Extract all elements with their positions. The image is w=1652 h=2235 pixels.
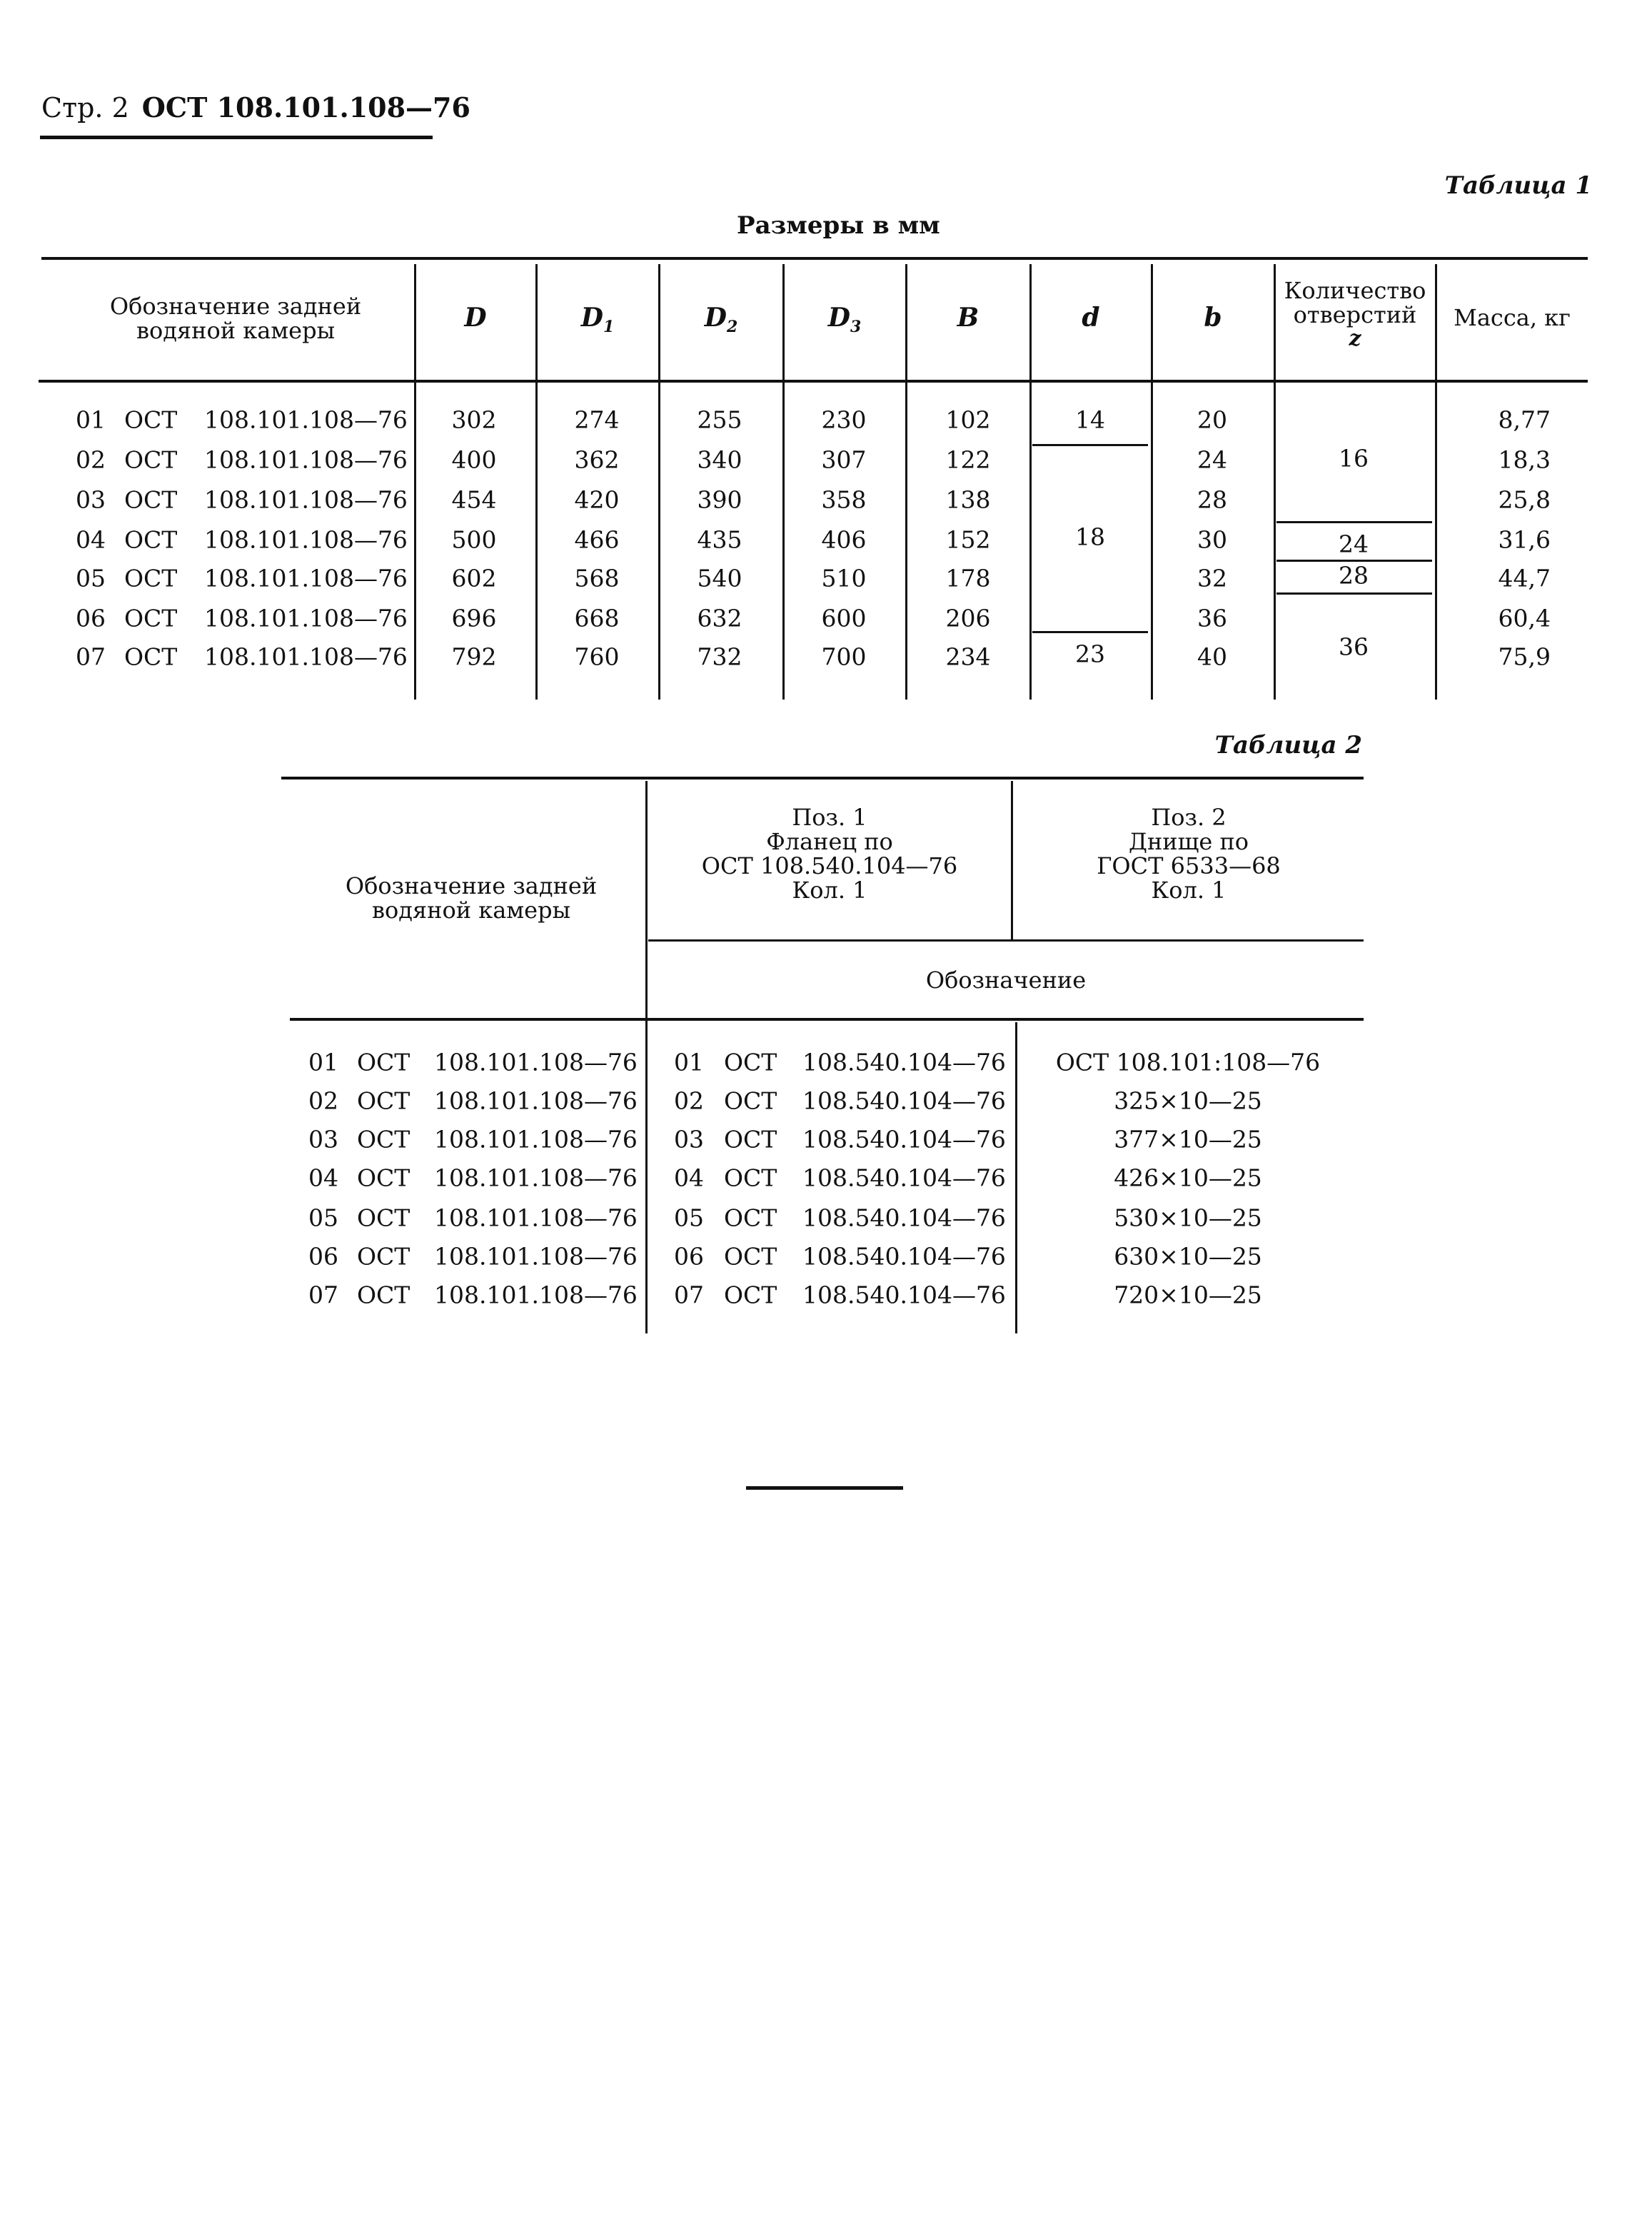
table1-row-num: 05 [76,564,106,592]
table1-cell-D2: 732 [697,642,742,671]
table1-header-mass: Масса, кг [1454,304,1571,331]
table2-top-rule [281,777,1364,780]
table2-col-divider [645,781,648,1333]
table1-cell-D1: 362 [574,445,620,474]
table2-pos1-ost: ОСТ [724,1204,777,1232]
table2-row-code: 108.101.108—76 [434,1281,638,1309]
table2-pos1-num: 05 [674,1204,704,1232]
table1-units: Размеры в мм [737,211,940,240]
table2-row-code: 108.101.108—76 [434,1204,638,1232]
table2-row-code: 108.101.108—76 [434,1086,638,1115]
table2-pos2-value: 720×10—25 [1114,1281,1262,1309]
table2-row-ost: ОСТ [357,1048,411,1076]
table1-caption: Таблица 1 [1444,171,1592,200]
table1-cell-mass: 60,4 [1498,604,1551,632]
table1-row-num: 03 [76,485,106,514]
table2-row-num: 06 [308,1242,338,1271]
table2-pos1-num: 07 [674,1281,704,1309]
table2-pos1-code: 108.540.104—76 [802,1086,1006,1115]
table1-row-code: 108.101.108—76 [204,405,408,434]
table1-row-num: 01 [76,405,106,434]
table2-pos2-value: 377×10—25 [1114,1125,1262,1154]
table1-cell-b: 24 [1197,445,1227,474]
header-rule [40,136,433,139]
table1-row-code: 108.101.108—76 [204,485,408,514]
page-number: Стр. 2 [41,92,129,123]
table2-pos1-code: 108.540.104—76 [802,1164,1006,1192]
table2-row-num: 05 [308,1204,338,1232]
table1-top-rule [41,257,1588,260]
table2-pos1-ost: ОСТ [724,1281,777,1309]
table1-cell-D3: 700 [821,642,867,671]
table1-cell-mass: 44,7 [1498,564,1551,592]
table2-pos1-code: 108.540.104—76 [802,1048,1006,1076]
table1-header-holes: Количество отверстий z [1284,277,1426,351]
table1-cell-D1: 420 [574,485,620,514]
table1-cell-D3: 230 [821,405,867,434]
table1-cell-b: 36 [1197,604,1227,632]
table2-pos2-value: 630×10—25 [1114,1242,1262,1271]
table1-row-num: 02 [76,445,106,474]
table2-row-code: 108.101.108—76 [434,1242,638,1271]
table2-pos2-value: 530×10—25 [1114,1204,1262,1232]
table2-pos1-code: 108.540.104—76 [802,1204,1006,1232]
table1-cell-D1: 274 [574,405,620,434]
table2-row-num: 07 [308,1281,338,1309]
table2-pos1-ost: ОСТ [724,1242,777,1271]
table1-cell-D2: 632 [697,604,742,632]
end-rule [746,1486,903,1490]
table1-row-ost: ОСТ [124,564,178,592]
table1-row-ost: ОСТ [124,485,178,514]
table1-cell-D: 696 [451,604,497,632]
table1-cell-b: 32 [1197,564,1227,592]
table1-z-group: 24 [1339,530,1369,558]
table2-pos2-value: 426×10—25 [1114,1164,1262,1192]
table1-header-D3: $D_3$ [827,303,862,337]
table2-row-ost: ОСТ [357,1125,411,1154]
table1-cell-mass: 31,6 [1498,525,1551,554]
table2-col-divider [1011,781,1013,939]
table2-subheader-rule [648,939,1364,942]
table1-cell-D2: 390 [697,485,742,514]
table2-pos2-value: 325×10—25 [1114,1086,1262,1115]
table1-header-rule [39,380,1588,383]
table1-row-ost: ОСТ [124,604,178,632]
table1-cell-b: 28 [1197,485,1227,514]
table2-header-pos1: Поз. 1 Фланец по ОСТ 108.540.104—76 Кол. 1 [701,804,958,904]
table1-cell-mass: 18,3 [1498,445,1551,474]
table2-row-ost: ОСТ [357,1204,411,1232]
table2-row-ost: ОСТ [357,1164,411,1192]
table1-cell-B: 138 [945,485,991,514]
table2-row-num: 03 [308,1125,338,1154]
table2-subheader: Обозначение [925,967,1087,994]
table1-header-B: B [957,303,979,333]
table1-cell-D: 454 [451,485,497,514]
table1-cell-D2: 340 [697,445,742,474]
table1-cell-D: 500 [451,525,497,554]
table2-pos1-num: 02 [674,1086,704,1115]
table1-row-num: 04 [76,525,106,554]
table1-cell-B: 206 [945,604,991,632]
table1-row-code: 108.101.108—76 [204,564,408,592]
table1-row-code: 108.101.108—76 [204,604,408,632]
table2-row-ost: ОСТ [357,1242,411,1271]
table1-header-D1: $D_1$ [580,303,615,337]
table2-header-designation: Обозначение задней водяной камеры [345,872,598,924]
table2-col-divider [1015,1022,1017,1333]
table2-row-num: 02 [308,1086,338,1115]
table1-header-designation: Обозначение задней водяной камеры [109,293,362,344]
table2-header-pos2: Поз. 2 Днище по ГОСТ 6533—68 Кол. 1 [1097,804,1281,904]
table1-cell-D1: 568 [574,564,620,592]
page-header [41,91,470,123]
table2-pos1-num: 01 [674,1048,704,1076]
table1-cell-B: 102 [945,405,991,434]
table1-cell-mass: 75,9 [1498,642,1551,671]
table1-cell-D3: 307 [821,445,867,474]
table2-header-rule [290,1018,1364,1021]
table2-row-code: 108.101.108—76 [434,1048,638,1076]
table1-d-group-divider [1032,444,1148,446]
table1-cell-D3: 406 [821,525,867,554]
table1-cell-D2: 540 [697,564,742,592]
table1-cell-b: 40 [1197,642,1227,671]
table1-cell-D3: 600 [821,604,867,632]
table1-row-ost: ОСТ [124,525,178,554]
table1-cell-D1: 668 [574,604,620,632]
table1-d-group: 14 [1075,405,1105,434]
table1-header-d: d [1082,303,1100,333]
table1-z-group: 28 [1339,561,1369,590]
table2-pos1-ost: ОСТ [724,1164,777,1192]
table1-cell-B: 152 [945,525,991,554]
table1-row-code: 108.101.108—76 [204,445,408,474]
table1-row-code: 108.101.108—76 [204,642,408,671]
table1-row-num: 06 [76,604,106,632]
table1-cell-D: 602 [451,564,497,592]
table1-header-b: b [1204,303,1222,333]
table2-pos2-value: ОСТ 108.101:108—76 [1055,1048,1321,1076]
table2-pos1-num: 06 [674,1242,704,1271]
table1-z-group: 16 [1339,444,1369,473]
table1-header-D: D [464,303,487,333]
table2-pos1-ost: ОСТ [724,1086,777,1115]
table1-row-num: 07 [76,642,106,671]
table1-d-group-divider [1032,631,1148,633]
table1-z-group: 36 [1339,632,1369,661]
table2-pos1-code: 108.540.104—76 [802,1242,1006,1271]
table1-cell-D1: 760 [574,642,620,671]
table1-cell-D2: 435 [697,525,742,554]
table1-row-code: 108.101.108—76 [204,525,408,554]
table2-row-ost: ОСТ [357,1086,411,1115]
table2-row-num: 04 [308,1164,338,1192]
table2-row-code: 108.101.108—76 [434,1164,638,1192]
table1-row-ost: ОСТ [124,445,178,474]
table1-cell-b: 30 [1197,525,1227,554]
document-code: ОСТ 108.101.108—76 [141,91,470,123]
table2-row-ost: ОСТ [357,1281,411,1309]
table1-z-group-divider [1276,592,1432,595]
table2-row-num: 01 [308,1048,338,1076]
table2-pos1-code: 108.540.104—76 [802,1281,1006,1309]
table1-cell-D2: 255 [697,405,742,434]
table1-cell-D: 400 [451,445,497,474]
table1-d-group: 23 [1075,640,1105,668]
table2-caption: Таблица 2 [1214,731,1362,760]
table2-pos1-num: 04 [674,1164,704,1192]
table1-cell-D: 302 [451,405,497,434]
table2-pos1-ost: ОСТ [724,1125,777,1154]
table1-z-group-divider [1276,521,1432,523]
table2-pos1-num: 03 [674,1125,704,1154]
table1-cell-D3: 358 [821,485,867,514]
table2-row-code: 108.101.108—76 [434,1125,638,1154]
table2-pos1-ost: ОСТ [724,1048,777,1076]
table1-header-D2: $D_2$ [704,303,738,337]
table1-cell-D3: 510 [821,564,867,592]
table1-cell-D1: 466 [574,525,620,554]
table1-cell-D: 792 [451,642,497,671]
table1-row-ost: ОСТ [124,642,178,671]
table1-cell-B: 178 [945,564,991,592]
table1-row-ost: ОСТ [124,405,178,434]
table1-cell-B: 122 [945,445,991,474]
table1-cell-B: 234 [945,642,991,671]
table1-cell-mass: 25,8 [1498,485,1551,514]
table1-cell-b: 20 [1197,405,1227,434]
table1-cell-mass: 8,77 [1498,405,1551,434]
table2-pos1-code: 108.540.104—76 [802,1125,1006,1154]
table1-d-group: 18 [1075,523,1105,551]
